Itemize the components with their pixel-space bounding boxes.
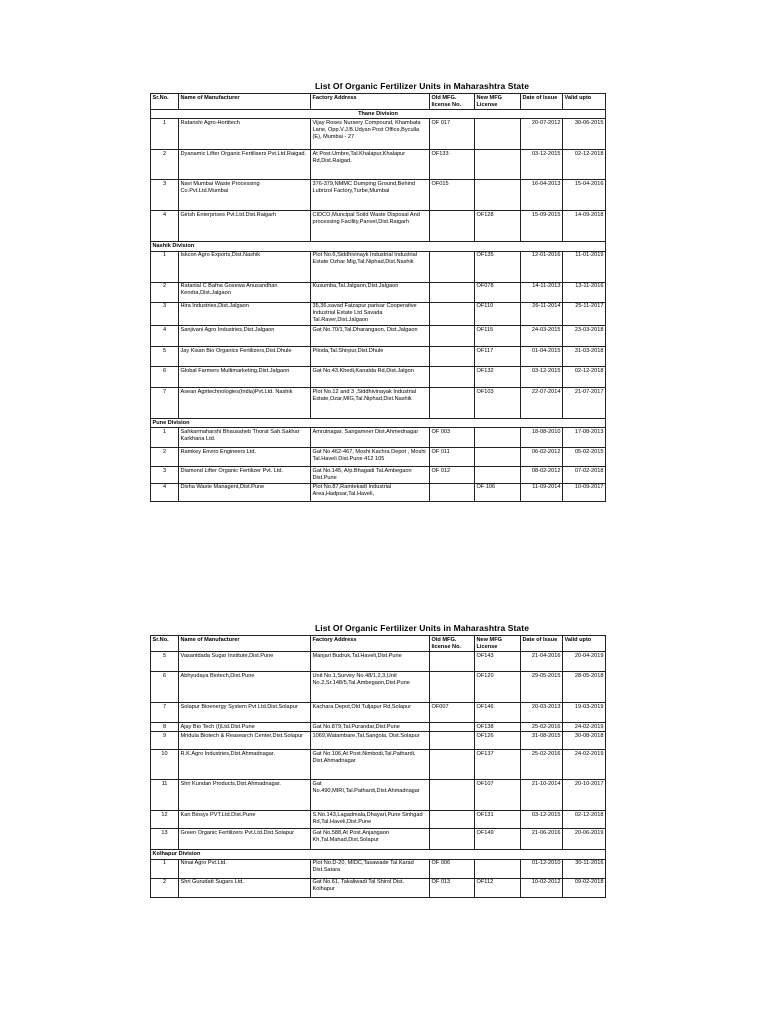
manufacturer-cell: Ajay Bio Tech (I)Ltd.Dist.Pune <box>179 723 311 732</box>
table-row <box>151 732 606 750</box>
old-license-cell <box>430 388 475 419</box>
table-row <box>151 448 606 467</box>
sr-no-cell: 2 <box>151 448 179 467</box>
valid-upto-cell: 02-12-2018 <box>563 811 606 829</box>
valid-upto-cell: 07-02-2018 <box>563 467 606 483</box>
table-header-row <box>151 94 606 110</box>
old-license-cell: OF 012 <box>430 467 475 483</box>
old-license-cell <box>430 347 475 367</box>
date-of-issue-cell: 21-10-2014 <box>521 780 563 811</box>
manufacturer-cell: Sanjivani Agro Industries,Dist.Jalgaon <box>179 326 311 347</box>
page-title-text: List Of Organic Fertilizer Units in Maharashtra State <box>314 623 530 633</box>
table-row <box>151 388 606 419</box>
column-header: Date of Issue <box>521 94 563 110</box>
factory-address-cell: Gat No.588,At Post.Anjangaon Kh,Tal.Mahad,Dist.Solapur <box>311 829 430 850</box>
manufacturer-cell: R.K.Agro Industries,Dist.Ahmadnagar. <box>179 750 311 780</box>
old-license-cell: OF 003 <box>430 428 475 448</box>
manufacturer-cell: Ramkey Enviro Engineers Ltd. <box>179 448 311 467</box>
factory-address-cell: 376-379,NMMC Dumping Ground,Behind Lubrizol Factory,Turbe,Mumbai <box>311 180 430 211</box>
sr-no-cell: 2 <box>151 282 179 302</box>
factory-address-cell: Amrutnagar, Sangamner Dist.Ahmednagar <box>311 428 430 448</box>
valid-upto-cell: 02-12-2018 <box>563 150 606 180</box>
manufacturer-cell: Navi Mumbai Waste Processing Co.Pvt.Ltd.Mumbai <box>179 180 311 211</box>
sr-no-cell: 1 <box>151 251 179 282</box>
date-of-issue-cell: 25-02-2016 <box>521 750 563 780</box>
new-license-cell: OF103 <box>475 388 521 419</box>
old-license-cell <box>430 326 475 347</box>
table-row <box>151 703 606 723</box>
old-license-cell <box>430 780 475 811</box>
date-of-issue-cell: 25-02-2016 <box>521 723 563 732</box>
table-row <box>151 483 606 501</box>
valid-upto-cell: 28-05-2018 <box>563 672 606 703</box>
valid-upto-cell: 05-02-2015 <box>563 448 606 467</box>
old-license-cell <box>430 811 475 829</box>
column-header: New MFG License <box>475 636 521 652</box>
manufacturer-cell: Abhyudaya Biotech,Dist.Pune <box>179 672 311 703</box>
valid-upto-cell: 24-02-2019 <box>563 750 606 780</box>
factory-address-cell: Gat No.43.Khedi,Kanalda Rd,Dist.Jalgon <box>311 367 430 388</box>
table-row <box>151 811 606 829</box>
division-label: Pune Division <box>151 419 606 428</box>
sr-no-cell: 2 <box>151 878 179 897</box>
sr-no-cell: 9 <box>151 732 179 750</box>
column-header: Name of Manufacturer <box>179 94 311 110</box>
factory-address-cell: Kachara Depot,Old Tuljapur Rd,Solapur <box>311 703 430 723</box>
sr-no-cell: 12 <box>151 811 179 829</box>
sr-no-cell: 1 <box>151 859 179 878</box>
table-row <box>151 652 606 672</box>
valid-upto-cell: 30-11-2016 <box>563 859 606 878</box>
date-of-issue-cell: 10-02-2012 <box>521 878 563 897</box>
valid-upto-cell: 20-04-2019 <box>563 652 606 672</box>
new-license-cell: OF078 <box>475 282 521 302</box>
valid-upto-cell: 30-08-2018 <box>563 732 606 750</box>
manufacturer-cell: Disha Waste Managent,Dist.Pune <box>179 483 311 501</box>
page-title-text: List Of Organic Fertilizer Units in Maharashtra State <box>314 81 530 91</box>
manufacturer-cell: Green Organic Fertilizers Pvt.Ltd.Dist.Solapur <box>179 829 311 850</box>
date-of-issue-cell: 21-04-2016 <box>521 652 563 672</box>
division-label: Kolhapur Division <box>151 850 606 859</box>
factory-address-cell: Plot No.D-20, MIDC,Tasawade Tal.Karad Dist.Satara <box>311 859 430 878</box>
date-of-issue-cell: 08-02-2012 <box>521 467 563 483</box>
valid-upto-cell: 09-02-2018 <box>563 878 606 897</box>
table-row <box>151 119 606 150</box>
valid-upto-cell: 31-03-2018 <box>563 347 606 367</box>
new-license-cell: OF131 <box>475 811 521 829</box>
sr-no-cell: 11 <box>151 780 179 811</box>
new-license-cell: OF115 <box>475 326 521 347</box>
factory-address-cell: Gat No.145, A/p.Bhagadi Tal.Ambegaon Dist.Pune <box>311 467 430 483</box>
old-license-cell <box>430 211 475 242</box>
new-license-cell: OF132 <box>475 367 521 388</box>
old-license-cell <box>430 732 475 750</box>
manufacturer-cell: Global Farmers Multimarketing,Dist.Jalgaon <box>179 367 311 388</box>
valid-upto-cell: 10-09-2017 <box>563 483 606 501</box>
table-row <box>151 251 606 282</box>
factory-address-cell: At Post.Umbre,Tal.Khalapur,Khalapur Rd,Dist.Raigad. <box>311 150 430 180</box>
date-of-issue-cell: 21-06-2016 <box>521 829 563 850</box>
fertilizer-units-table-1 <box>150 93 606 502</box>
fertilizer-units-table-2 <box>150 635 606 898</box>
factory-address-cell: S.No.143,Lagadmala,Dhayari,Pune Sinhgad Rd,Tal.Haveli,Dist.Pune <box>311 811 430 829</box>
factory-address-cell: 1069,Watambare,Tal.Sangola, Dist.Solapur <box>311 732 430 750</box>
manufacturer-cell: Ratanlal C Bafna Gosewa Anusandhan Kendra,Dist.Jalgaon <box>179 282 311 302</box>
factory-address-cell: 35,36,savad Faizapur parisar Cooperative Industrial Estate Ltd Savada Tal.Raver,Dist.Jalgaon <box>311 302 430 325</box>
valid-upto-cell: 15-04-2016 <box>563 180 606 211</box>
date-of-issue-cell: 20-03-2013 <box>521 703 563 723</box>
sr-no-cell: 4 <box>151 326 179 347</box>
column-header: Name of Manufacturer <box>179 636 311 652</box>
column-header: Date of Issue <box>521 636 563 652</box>
column-header: Sr.No. <box>151 636 179 652</box>
new-license-cell <box>475 467 521 483</box>
date-of-issue-cell: 18-08-2010 <box>521 428 563 448</box>
table-row <box>151 878 606 897</box>
new-license-cell: OF135 <box>475 251 521 282</box>
sr-no-cell: 7 <box>151 388 179 419</box>
sr-no-cell: 4 <box>151 483 179 501</box>
division-row <box>151 110 606 119</box>
new-license-cell <box>475 180 521 211</box>
old-license-cell <box>430 483 475 501</box>
sr-no-cell: 3 <box>151 467 179 483</box>
new-license-cell: OF143 <box>475 652 521 672</box>
table-row <box>151 180 606 211</box>
table-row <box>151 723 606 732</box>
factory-address-cell: Kusumba,Tal.Jalgaon,Dist.Jalgaon <box>311 282 430 302</box>
date-of-issue-cell: 15-09-2015 <box>521 211 563 242</box>
valid-upto-cell: 11-01-2019 <box>563 251 606 282</box>
page-title-2 <box>0 623 768 633</box>
valid-upto-cell: 21-07-2017 <box>563 388 606 419</box>
table-row <box>151 150 606 180</box>
old-license-cell <box>430 652 475 672</box>
table-row <box>151 672 606 703</box>
table-row <box>151 211 606 242</box>
old-license-cell: OF 017 <box>430 119 475 150</box>
factory-address-cell: Gat No.462-467, Moshi Kachra Depot , Moshi Tal.Haveli Dist.Pune 412 105 <box>311 448 430 467</box>
old-license-cell: OF 011 <box>430 448 475 467</box>
factory-address-cell: Gat No.879,Tal.Purandar,Dist.Pune <box>311 723 430 732</box>
table-row <box>151 367 606 388</box>
date-of-issue-cell: 03-12-2015 <box>521 367 563 388</box>
old-license-cell: OF015 <box>430 180 475 211</box>
manufacturer-cell: Ratanshi Agro-Hortitech <box>179 119 311 150</box>
column-header: Factory Address <box>311 636 430 652</box>
date-of-issue-cell: 06-02-2012 <box>521 448 563 467</box>
date-of-issue-cell: 12-01-2016 <box>521 251 563 282</box>
factory-address-cell: Gat No.61, Takaliwadi Tal Shirol Dist. Kolhapur <box>311 878 430 897</box>
factory-address-cell: Unit No.1,Survey No.48/1,2,3,Unit No.2,Sr.148/5,Tal.Ambegaon,Dist.Pune <box>311 672 430 703</box>
old-license-cell <box>430 282 475 302</box>
factory-address-cell: Gat No.70/1,Tal.Dharangaon, Dist.Jalgaon <box>311 326 430 347</box>
new-license-cell: OF107 <box>475 780 521 811</box>
old-license-cell <box>430 367 475 388</box>
new-license-cell: OF138 <box>475 723 521 732</box>
sr-no-cell: 10 <box>151 750 179 780</box>
sr-no-cell: 1 <box>151 428 179 448</box>
sr-no-cell: 3 <box>151 180 179 211</box>
new-license-cell <box>475 859 521 878</box>
new-license-cell <box>475 150 521 180</box>
factory-address-cell: Vijay Roses Nursery Compound, Khambata Lane, Opp.V.J.B.Udyan Post Office,Byculla (E), Mumbai - 27 <box>311 119 430 150</box>
column-header: Valid upto <box>563 94 606 110</box>
old-license-cell <box>430 672 475 703</box>
division-label: Thane Division <box>151 110 606 119</box>
sr-no-cell: 6 <box>151 367 179 388</box>
new-license-cell: OF 106 <box>475 483 521 501</box>
manufacturer-cell: Shri Kundan Products,Dist.Ahmadnagar. <box>179 780 311 811</box>
new-license-cell <box>475 448 521 467</box>
new-license-cell: OF137 <box>475 750 521 780</box>
sr-no-cell: 4 <box>151 211 179 242</box>
manufacturer-cell: Kan Biosys PVT.Ltd.Dist.Pune <box>179 811 311 829</box>
table-row <box>151 282 606 302</box>
date-of-issue-cell: 01-12-2010 <box>521 859 563 878</box>
date-of-issue-cell: 20-07-2012 <box>521 119 563 150</box>
date-of-issue-cell: 26-11-2014 <box>521 302 563 325</box>
manufacturer-cell: Solapur Bioenergy System Pvt Ltd.Dist.Solapur <box>179 703 311 723</box>
old-license-cell: OF 006 <box>430 859 475 878</box>
factory-address-cell: Plot No.6,Siddhivinayk Industrial Industrial Estate Ozhar Mig,Tal.Niphad,Dist.Nashik <box>311 251 430 282</box>
factory-address-cell: Plot No.12 and 3 ,Siddhivinayak Industrial Estate,Ozar,MIG,Tal.Niphad,Dist.Nashik <box>311 388 430 419</box>
valid-upto-cell: 14-09-2018 <box>563 211 606 242</box>
factory-address-cell: Plot No.87,Ramtekadi Industrial Area,Hadpsar,Tal.Haveli, <box>311 483 430 501</box>
manufacturer-cell: Asean Agritechnologies(India)Pvt.Ltd. Nashik <box>179 388 311 419</box>
manufacturer-cell: Sahkarmaharshi Bhausaheb Thorat Sah.Sakhar Karkhana Ltd. <box>179 428 311 448</box>
division-row <box>151 850 606 859</box>
manufacturer-cell: Shri Gurudatt Sugars Ltd. <box>179 878 311 897</box>
table-header-row <box>151 636 606 652</box>
sr-no-cell: 2 <box>151 150 179 180</box>
manufacturer-cell: Girish Enterprises Pvt.Ltd.Dist.Raigarh <box>179 211 311 242</box>
sr-no-cell: 6 <box>151 672 179 703</box>
sr-no-cell: 5 <box>151 652 179 672</box>
factory-address-cell: Manjari Budruk,Tal.Haveli,Dist.Pune <box>311 652 430 672</box>
factory-address-cell: Piloda,Tal.Shirpur,Dist.Dhule <box>311 347 430 367</box>
manufacturer-cell: Diamond Lifter Organic Fertilizer Pvt. Ltd. <box>179 467 311 483</box>
valid-upto-cell: 02-12-2018 <box>563 367 606 388</box>
table-row <box>151 347 606 367</box>
date-of-issue-cell: 16-04-2013 <box>521 180 563 211</box>
table-row <box>151 428 606 448</box>
column-header: Old MFG. license No. <box>430 636 475 652</box>
date-of-issue-cell: 24-03-2015 <box>521 326 563 347</box>
new-license-cell: OF128 <box>475 211 521 242</box>
column-header: Valid upto <box>563 636 606 652</box>
old-license-cell: OF133 <box>430 150 475 180</box>
sr-no-cell: 1 <box>151 119 179 150</box>
manufacturer-cell: Iskcon Agro Exports,Dist.Nashik <box>179 251 311 282</box>
valid-upto-cell: 20-10-2017 <box>563 780 606 811</box>
date-of-issue-cell: 01-04-2015 <box>521 347 563 367</box>
date-of-issue-cell: 14-11-2013 <box>521 282 563 302</box>
factory-address-cell: Gat No.490,MIRI,Tal.Pathardi,Dist.Ahmadnagar <box>311 780 430 811</box>
old-license-cell <box>430 829 475 850</box>
table-row <box>151 467 606 483</box>
table-row <box>151 829 606 850</box>
table-row <box>151 780 606 811</box>
valid-upto-cell: 30-06-2015 <box>563 119 606 150</box>
valid-upto-cell: 23-03-2018 <box>563 326 606 347</box>
new-license-cell <box>475 119 521 150</box>
old-license-cell <box>430 723 475 732</box>
division-row <box>151 242 606 251</box>
new-license-cell: OF126 <box>475 732 521 750</box>
valid-upto-cell: 25-11-2017 <box>563 302 606 325</box>
table-row <box>151 302 606 325</box>
manufacturer-cell: Jay Kisan Bio Organics Fertilizers,Dist.Dhule <box>179 347 311 367</box>
table-row <box>151 750 606 780</box>
old-license-cell <box>430 302 475 325</box>
column-header: Factory Address <box>311 94 430 110</box>
valid-upto-cell: 17-08-2013 <box>563 428 606 448</box>
new-license-cell: OF149 <box>475 829 521 850</box>
factory-address-cell: Gat No.106,At Post.Nimbodi,Tal.Pathardi, Dist.Ahmadnagar <box>311 750 430 780</box>
valid-upto-cell: 19-03-2019 <box>563 703 606 723</box>
manufacturer-cell: Ninai Agro Pvt.Ltd. <box>179 859 311 878</box>
date-of-issue-cell: 29-05-2015 <box>521 672 563 703</box>
valid-upto-cell: 13-11-2016 <box>563 282 606 302</box>
column-header: Old MFG. license No. <box>430 94 475 110</box>
column-header: Sr.No. <box>151 94 179 110</box>
date-of-issue-cell: 03-12-2015 <box>521 811 563 829</box>
new-license-cell: OF117 <box>475 347 521 367</box>
old-license-cell <box>430 251 475 282</box>
page-title-1 <box>0 81 768 91</box>
new-license-cell: OF120 <box>475 672 521 703</box>
valid-upto-cell: 24-02-2019 <box>563 723 606 732</box>
division-label: Nashik Division <box>151 242 606 251</box>
column-header: New MFG License <box>475 94 521 110</box>
sr-no-cell: 5 <box>151 347 179 367</box>
sr-no-cell: 3 <box>151 302 179 325</box>
manufacturer-cell: Hira Industries,Dist.Jalgaon <box>179 302 311 325</box>
date-of-issue-cell: 03-12-2015 <box>521 150 563 180</box>
sr-no-cell: 7 <box>151 703 179 723</box>
table-row <box>151 326 606 347</box>
date-of-issue-cell: 11-09-2014 <box>521 483 563 501</box>
old-license-cell <box>430 750 475 780</box>
date-of-issue-cell: 22-07-2014 <box>521 388 563 419</box>
sr-no-cell: 13 <box>151 829 179 850</box>
manufacturer-cell: Mridula Biotech & Reasearch Center,Dist.Solapur <box>179 732 311 750</box>
valid-upto-cell: 20-06-2019 <box>563 829 606 850</box>
sr-no-cell: 8 <box>151 723 179 732</box>
division-row <box>151 419 606 428</box>
old-license-cell: OF007 <box>430 703 475 723</box>
new-license-cell: OF112 <box>475 878 521 897</box>
new-license-cell <box>475 428 521 448</box>
new-license-cell: OF146 <box>475 703 521 723</box>
old-license-cell: OF 013 <box>430 878 475 897</box>
new-license-cell: OF110 <box>475 302 521 325</box>
manufacturer-cell: Dyanamic Lifter Organic Fertilisers Pvt.Ltd.Raigad. <box>179 150 311 180</box>
manufacturer-cell: Vasantdada Sugar Institute,Dist.Pune <box>179 652 311 672</box>
factory-address-cell: CIDCO,Muncipal Soild Waste Disposal And processing Facility,Panvel,Dist.Raigarh <box>311 211 430 242</box>
date-of-issue-cell: 31-08-2015 <box>521 732 563 750</box>
table-row <box>151 859 606 878</box>
